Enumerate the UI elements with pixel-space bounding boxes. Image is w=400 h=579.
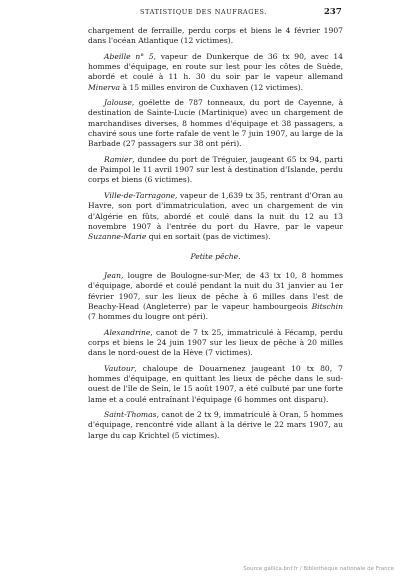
ship-name: Ramier: [104, 154, 133, 164]
entry-abeille: Abeille n° 5, vapeur de Dunkerque de 36 tx 90, avec 14 hommes d'équipage, en route sur lest pour les côtes de Suède, abordé et coulé à 11 h. 30 du soir par le vapeur allemand Minerva à 15 milles environ de Cuxhaven (12 victimes).: [88, 51, 343, 92]
ship-name: Vautour: [104, 363, 135, 373]
entry-jalouse: Jalouse, goélette de 787 tonneaux, du port de Cayenne, à destination de Sainte-Lucie (Martinique) avec un chargement de marchandises diverses, 8 hommes d'équipage et 38 passagers, a chaviré sous une forte rafale de vent le 7 juin 1907, au large de la Barbade (27 passagers sur 38 ont péri).: [88, 98, 343, 149]
page-number: 237: [324, 7, 342, 17]
vessel-name: Minerva: [88, 82, 121, 92]
entry-ramier: Ramier, dundee du port de Tréguier, jaugeant 65 tx 94, parti de Paimpol le 11 avril 1907 sur lest à destination d'Islande, perdu corps et biens (6 victimes).: [88, 154, 343, 185]
vessel-name: Suzanne-Marie: [88, 232, 147, 242]
entry-saint-thomas: Saint-Thomas, canot de 2 tx 9, immatriculé à Oran, 5 hommes d'équipage, rencontré vide allant à la dérive le 22 mars 1907, au large du cap Krichtel (5 victimes).: [88, 410, 344, 440]
page-body: [88, 26, 343, 446]
ship-name: Jean: [104, 270, 121, 280]
ship-name: Abeille n° 5: [104, 51, 154, 61]
page-header: [0, 8, 400, 22]
ship-name: Ville-de-Tarragone: [104, 190, 175, 200]
section-title: Petite pêche.: [190, 251, 241, 261]
source-footer: Source gallica.bnf.fr / Bibliothèque nationale de France: [243, 566, 394, 572]
entry-vautour: Vautour, chaloupe de Douarnenez jaugeant 10 tx 80, 7 hommes d'équipage, en quittant les lieux de pêche dans le sud-ouest de l'île de Sein, le 15 août 1907, a été culbuté par une forte lame et a coulé entraînant l'équipage (6 hommes ont disparu).: [88, 363, 343, 404]
entry-jean: Jean, lougre de Boulogne-sur-Mer, de 43 tx 10, 8 hommes d'équipage, abordé et coulé pendant la nuit du 31 janvier au 1er février 1907, sur les lieux de pêche à 6 milles dans l'est de Beachy-Head (Angleterre) par le vapeur hambourgeois Bitschin (7 hommes du lougre ont péri).: [88, 270, 343, 322]
ship-name: Alexandrine: [104, 327, 151, 337]
entry-alexandrine: Alexandrine, canot de 7 tx 25, immatriculé à Fécamp, perdu corps et biens le 24 juin 1907 sur les lieux de pêche à 20 milles dans le nord-ouest de la Hève (7 victimes).: [88, 327, 343, 358]
entry-ville-de-tarragone: Ville-de-Tarragone, vapeur de 1,639 tx 35, rentrant d'Oran au Havre, son port d'immatriculation, avec un chargement de vin d'Algérie en fûts, abordé et coulé dans la nuit du 12 au 13 novembre 1907 à l'entrée du port du Havre, par le vapeur Suzanne-Marie qui en sortait (pas de victimes).: [88, 190, 343, 242]
ship-name: Saint-Thomas: [104, 410, 157, 419]
paragraph-continuation: chargement de ferraille, perdu corps et biens le 4 février 1907 dans l'océan Atlantique (12 victimes).: [88, 26, 343, 46]
vessel-name: Bitschin: [311, 301, 343, 311]
ship-name: Jalouse: [104, 98, 132, 108]
running-title: STATISTIQUE DES NAUFRAGES.: [140, 8, 267, 16]
